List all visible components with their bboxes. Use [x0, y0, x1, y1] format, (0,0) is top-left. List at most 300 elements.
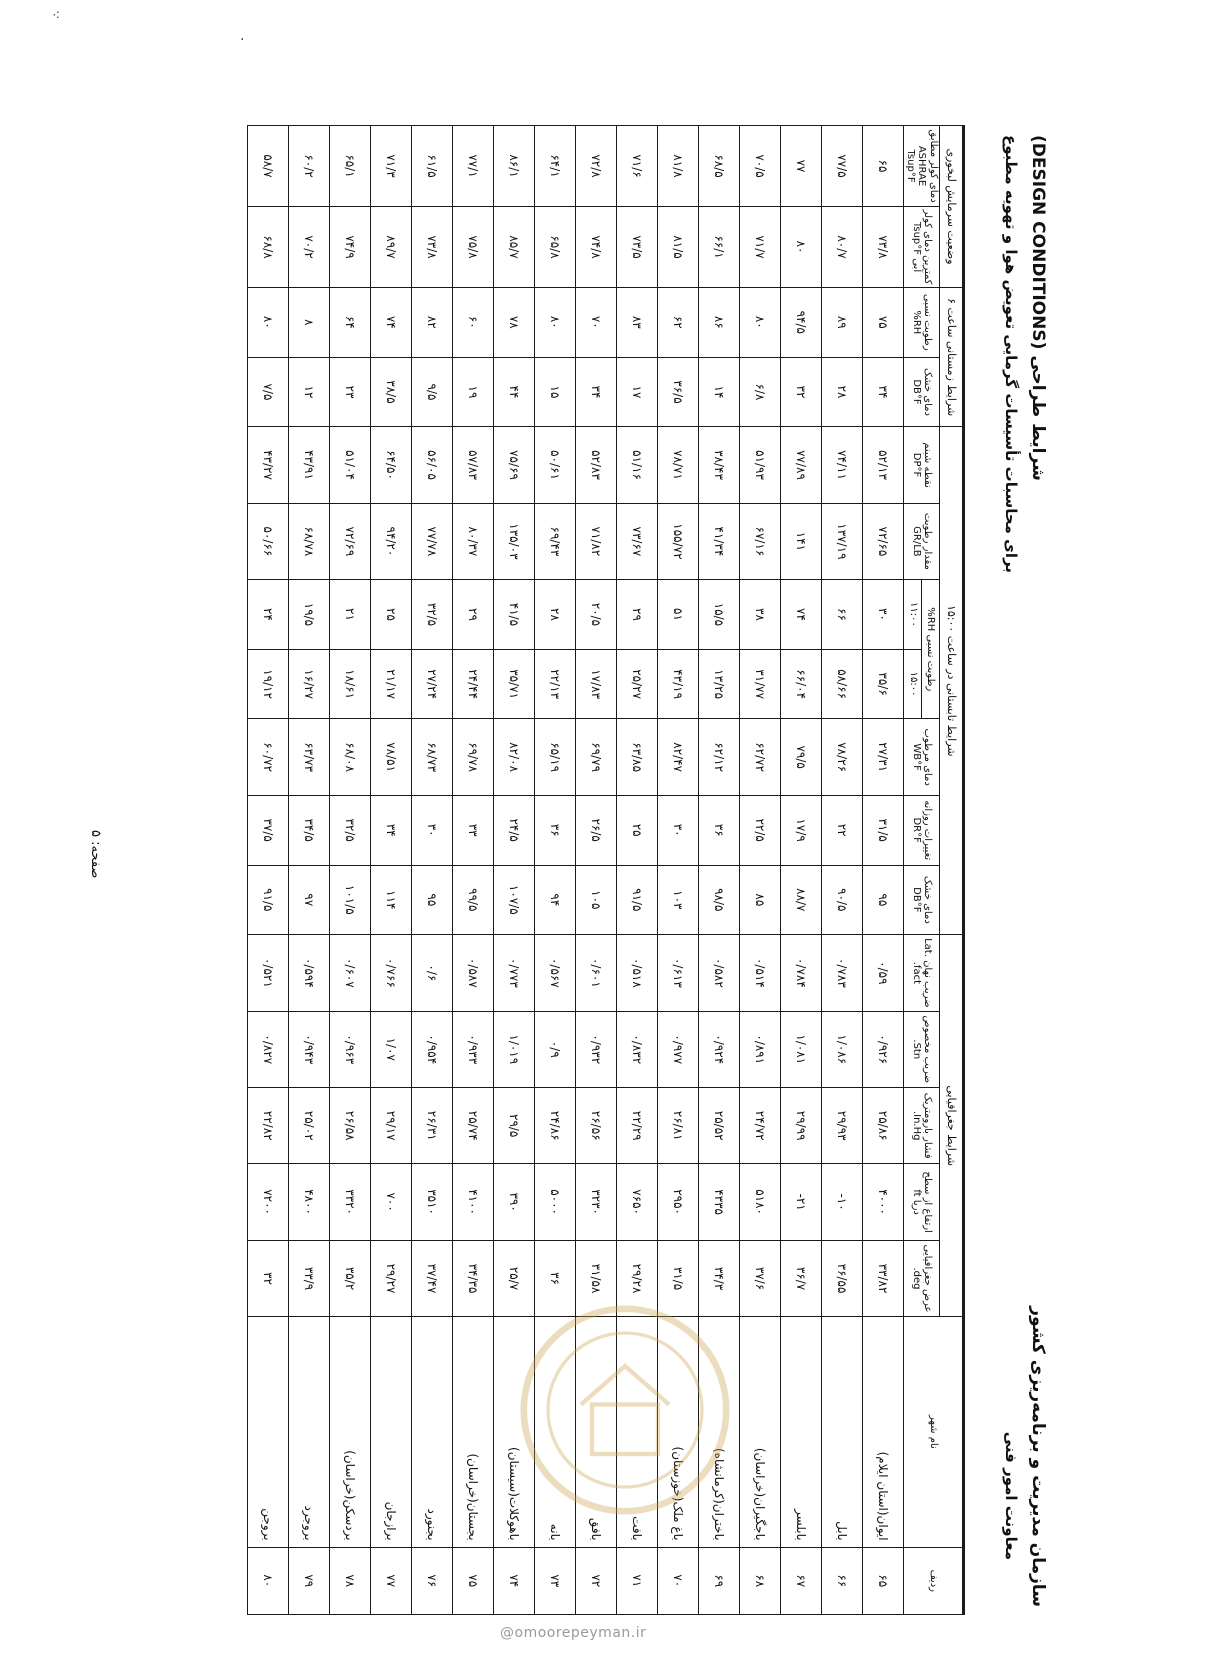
cell-n: ۷۹ [289, 1547, 330, 1614]
cell-p: ۲۶/۵۸ [330, 1088, 371, 1164]
cell-ta: ۷۵/۸ [453, 207, 494, 288]
cell-rh15: ۱۳/۲۵ [699, 649, 740, 719]
table-row [781, 126, 822, 1615]
cell-gr: ۱۴۱ [781, 503, 822, 579]
cell-ta: ۷۴/۸ [576, 207, 617, 288]
cell-gr: ۹۴/۲۰ [371, 503, 412, 579]
cell-sw: ۰/۹۶۳ [330, 1011, 371, 1087]
cell-wb: ۶۰/۷۲ [248, 719, 289, 795]
cell-p: ۲۶/۵۶ [576, 1088, 617, 1164]
cell-ta: ۸۰/۷ [822, 207, 863, 288]
cell-n: ۶۹ [699, 1547, 740, 1614]
cell-ta: ۶۵/۸ [535, 207, 576, 288]
cell-rh11: ۵۱ [658, 580, 699, 650]
cell-rh11: ۲۹ [617, 580, 658, 650]
cell-db: ۹۵ [412, 865, 453, 935]
cell-alt: ۳۲۳۰ [576, 1164, 617, 1240]
page-number: صفحه: ۵ [88, 830, 103, 879]
cell-wdb: ۱۵ [535, 357, 576, 427]
cell-lat: ۳۶/۵۵ [822, 1240, 863, 1316]
cell-ta: ۸۵/۷ [494, 207, 535, 288]
cell-wrh: ۸۰ [740, 287, 781, 357]
cell-wb: ۶۲/۷۲ [740, 719, 781, 795]
cell-p: ۲۹/۵ [494, 1088, 535, 1164]
cell-rh11: ۴۱/۵ [494, 580, 535, 650]
cell-dp: ۵۷/۸۳ [453, 427, 494, 503]
cell-dr: ۳۳ [453, 795, 494, 865]
col-specific-weight: ضریب مخصوص Stn. [904, 1011, 940, 1087]
cell-rh15: ۲۷/۲۴ [412, 649, 453, 719]
cell-dp: ۵۲/۸۳ [576, 427, 617, 503]
cell-wrh: ۷۰ [576, 287, 617, 357]
cell-dr: ۲۴/۵ [494, 795, 535, 865]
cell-dr: ۲۶/۵ [576, 795, 617, 865]
cell-ta: ۷۰/۲ [289, 207, 330, 288]
cell-p: ۲۹/۱۷ [371, 1088, 412, 1164]
cell-rh11: ۳۰ [863, 580, 904, 650]
table-row [371, 126, 412, 1615]
cell-wb: ۷۸/۵۱ [371, 719, 412, 795]
cell-tb: ۷۷/۵ [822, 126, 863, 207]
cell-wdb: ۱۷ [617, 357, 658, 427]
cell-city: بجنورد [412, 1317, 453, 1547]
table-row [330, 126, 371, 1615]
cell-gr: ۷۱/۸۲ [576, 503, 617, 579]
cell-tb: ۷۱/۳ [371, 126, 412, 207]
cell-wdb: ۶/۸ [740, 357, 781, 427]
cell-alt: ۳۵۱۰ [412, 1164, 453, 1240]
cell-n: ۶۶ [822, 1547, 863, 1614]
group-summer: شرایط تابستانی در ساعت ۱۵:۰۰ [940, 427, 964, 935]
cell-gr: ۱۵۵/۷۲ [658, 503, 699, 579]
group-winter: شرایط زمستانی ساعت ۶ [940, 287, 964, 426]
cell-rh11: ۲۱ [330, 580, 371, 650]
cell-dr: ۳۴ [371, 795, 412, 865]
cell-lat: ۳۵/۲ [330, 1240, 371, 1316]
cell-wrh: ۶۲ [658, 287, 699, 357]
cell-p: ۲۲/۲۹ [617, 1088, 658, 1164]
cell-ta: ۸۱/۵ [658, 207, 699, 288]
cell-sw: ۰/۸۹۱ [740, 1011, 781, 1087]
cell-lf: ۰/۵۸۲ [699, 935, 740, 1011]
col-pressure: فشار بارومتریک In.Hg. [904, 1088, 940, 1164]
cell-n: ۷۷ [371, 1547, 412, 1614]
cell-db: ۹۰/۵ [822, 865, 863, 935]
cell-rh15: ۱۷/۸۳ [576, 649, 617, 719]
cell-p: ۲۵/۸۶ [863, 1088, 904, 1164]
cell-rh11: ۲۰/۵ [576, 580, 617, 650]
cell-lf: ۰/۵۸۷ [453, 935, 494, 1011]
cell-n: ۸۰ [248, 1547, 289, 1614]
cell-wb: ۲۷/۳۱ [863, 719, 904, 795]
main-subtitle: برای محاسبات تأسیسات گرمایی تعویض هوا و تهویه مطبوع [1002, 135, 1020, 574]
cell-wb: ۶۹/۷۸ [453, 719, 494, 795]
cell-gr: ۷۲/۶۵ [863, 503, 904, 579]
cell-lat: ۳۳/۸۲ [863, 1240, 904, 1316]
col-heating-a: کمترین دمای کولر آبی Tsup°F [904, 207, 940, 288]
cell-alt: ۴۸۰۰ [289, 1164, 330, 1240]
cell-rh15: ۲۴/۴۴ [453, 649, 494, 719]
col-heating-b: دمای کولر مطابق ASHRAE Tsup°F [904, 126, 940, 207]
cell-gr: ۷۳/۶۷ [617, 503, 658, 579]
cell-ta: ۸۰ [781, 207, 822, 288]
cell-alt: ۴۱۰۰ [453, 1164, 494, 1240]
cell-dr: ۳۲/۵ [330, 795, 371, 865]
cell-tb: ۶۵ [863, 126, 904, 207]
cell-rh11: ۲۵ [371, 580, 412, 650]
cell-dr: ۲۵ [617, 795, 658, 865]
cell-rh11: ۱۹/۵ [289, 580, 330, 650]
cell-tb: ۸۱/۸ [658, 126, 699, 207]
cell-city: باختران(کرمانشاه) [699, 1317, 740, 1547]
col-alt: ارتفاع از سطح دریا ft [904, 1164, 940, 1240]
table-row [863, 126, 904, 1615]
table-row [822, 126, 863, 1615]
table-row [248, 126, 289, 1615]
cell-alt: ۳۳۲۰ [330, 1164, 371, 1240]
col-dew-point: نقطه شبنم DP°F [904, 427, 940, 503]
cell-lat: ۳۶ [535, 1240, 576, 1316]
cell-lat: ۲۹/۲۸ [617, 1240, 658, 1316]
cell-lat: ۳۳/۹ [289, 1240, 330, 1316]
cell-p: ۲۲/۸۲ [248, 1088, 289, 1164]
cell-wrh: ۶۰ [453, 287, 494, 357]
cell-n: ۷۲ [576, 1547, 617, 1614]
cell-rh15: ۱۸/۶۱ [330, 649, 371, 719]
cell-lat: ۲۹/۲۷ [371, 1240, 412, 1316]
cell-tb: ۷۱/۶ [617, 126, 658, 207]
cell-sw: ۰/۹۷۷ [658, 1011, 699, 1087]
cell-tb: ۶۴/۱ [535, 126, 576, 207]
cell-lat: ۳۴/۳ [699, 1240, 740, 1316]
col-wb: دمای مرطوب WB°F [904, 719, 940, 795]
cell-lf: ۰/۷۷۳ [494, 935, 535, 1011]
cell-wrh: ۷۵ [863, 287, 904, 357]
cell-ta: ۶۶/۱ [699, 207, 740, 288]
col-rh-11: ۱۱:۰۰ [904, 580, 922, 650]
cell-wb: ۶۹/۷۹ [576, 719, 617, 795]
cell-tb: ۷۷/۱ [453, 126, 494, 207]
table-row [412, 126, 453, 1615]
main-title: شرایط طراحی (DESIGN CONDITIONS) [1028, 135, 1048, 481]
table-row [453, 126, 494, 1615]
cell-city: بردسکن(خراسان) [330, 1317, 371, 1547]
cell-rh15: ۳۵/۷۱ [494, 649, 535, 719]
cell-gr: ۱۳۵/۰۳ [494, 503, 535, 579]
col-db: دمای خشک DB°F [904, 865, 940, 935]
cell-wb: ۶۳/۷۳ [289, 719, 330, 795]
cell-city: بجستان(خراسان) [453, 1317, 494, 1547]
cell-db: ۹۸/۵ [699, 865, 740, 935]
cell-alt: ۴۰۰۰ [863, 1164, 904, 1240]
cell-wrh: ۹۴/۵ [781, 287, 822, 357]
cell-lf: ۰/۶۰۱ [576, 935, 617, 1011]
cell-wb: ۶۸/۷۳ [412, 719, 453, 795]
document-header [955, 125, 1050, 1615]
cell-n: ۷۰ [658, 1547, 699, 1614]
cell-tb: ۶۱/۵ [412, 126, 453, 207]
cell-n: ۷۸ [330, 1547, 371, 1614]
cell-dr: ۳۰ [658, 795, 699, 865]
cell-db: ۱۰۱/۵ [330, 865, 371, 935]
cell-dp: ۵۲/۱۳ [863, 427, 904, 503]
cell-ta: ۸۹/۷ [371, 207, 412, 288]
cell-tb: ۵۸/۷ [248, 126, 289, 207]
cell-n: ۶۵ [863, 1547, 904, 1614]
cell-wrh: ۸۲ [412, 287, 453, 357]
cell-ta: ۶۸/۸ [248, 207, 289, 288]
cell-rh15: ۲۱/۱۷ [371, 649, 412, 719]
cell-gr: ۵۰/۶۶ [248, 503, 289, 579]
cell-p: ۲۹/۹۹ [781, 1088, 822, 1164]
col-city: نام شهر [904, 1317, 964, 1547]
cell-rh15: ۳۵/۶ [863, 649, 904, 719]
cell-rh15: ۳۱/۷۷ [740, 649, 781, 719]
cell-lf: ۰/۶۱۳ [658, 935, 699, 1011]
cell-gr: ۶۸/۷۸ [289, 503, 330, 579]
cell-wdb: ۱۹ [453, 357, 494, 427]
cell-lat: ۳۴/۳۵ [453, 1240, 494, 1316]
cell-rh11: ۶۶ [822, 580, 863, 650]
cell-wb: ۶۵/۱۹ [535, 719, 576, 795]
cell-lf: ۰/۷۸۴ [781, 935, 822, 1011]
cell-wdb: ۳۸/۵ [371, 357, 412, 427]
cell-city: بافت [617, 1317, 658, 1547]
cell-db: ۹۵ [863, 865, 904, 935]
cell-gr: ۴۱/۳۴ [699, 503, 740, 579]
cell-n: ۷۵ [453, 1547, 494, 1614]
cell-dp: ۷۵/۶۹ [494, 427, 535, 503]
cell-p: ۲۵/۵۲ [699, 1088, 740, 1164]
cell-lf: ۰/۵۹ [863, 935, 904, 1011]
cell-rh11: ۱۵/۵ [699, 580, 740, 650]
cell-p: ۲۹/۹۳ [822, 1088, 863, 1164]
cell-wb: ۸۲/۴۷ [658, 719, 699, 795]
col-latent-factor: ضریب نهان Lat. fact. [904, 935, 940, 1011]
cell-tb: ۷۲/۸ [576, 126, 617, 207]
cell-alt: ۷۲۰۰ [248, 1164, 289, 1240]
cell-dp: ۶۴/۵۰ [371, 427, 412, 503]
cell-tb: ۸۶/۱ [494, 126, 535, 207]
cell-dp: ۵۱/۰۴ [330, 427, 371, 503]
col-moisture: مقدار رطوبت GR/LB [904, 503, 940, 579]
cell-lf: ۰/۵۹۴ [289, 935, 330, 1011]
cell-wb: ۷۹/۵ [781, 719, 822, 795]
watermark-seal [515, 1300, 735, 1520]
col-winter-db: دمای خشک DB°F [904, 357, 940, 427]
cell-wb: ۶۲/۱۲ [699, 719, 740, 795]
cell-city: باغ ملک(خوزستان) [658, 1317, 699, 1547]
cell-lat: ۳۱/۵ [658, 1240, 699, 1316]
cell-lf: ۰/۶۰۷ [330, 935, 371, 1011]
cell-p: ۲۴/۸۶ [535, 1088, 576, 1164]
cell-city: باجگیران(خراسان) [740, 1317, 781, 1547]
scan-speck: ⁖ [52, 8, 61, 24]
cell-dp: ۵۶/۰۵ [412, 427, 453, 503]
cell-rh15: ۲۵/۲۷ [617, 649, 658, 719]
cell-lat: ۲۵/۷ [494, 1240, 535, 1316]
cell-tb: ۶۵/۱ [330, 126, 371, 207]
cell-alt: ۳۹۰ [494, 1164, 535, 1240]
cell-tb: ۷۰/۵ [740, 126, 781, 207]
cell-lat: ۳۱/۵۸ [576, 1240, 617, 1316]
cell-city: ایوان(استان ایلام) [863, 1317, 904, 1547]
cell-wb: ۸۲/۰۸ [494, 719, 535, 795]
col-lat: عرض جغرافیایی deg. [904, 1240, 940, 1316]
cell-alt: ۲۱- [781, 1164, 822, 1240]
cell-dp: ۷۸/۷۱ [658, 427, 699, 503]
cell-wdb: ۳۴ [576, 357, 617, 427]
cell-dr: ۳۷/۵ [248, 795, 289, 865]
col-rh-15: ۱۵:۰۰ [904, 649, 922, 719]
cell-city: بابل [822, 1317, 863, 1547]
col-rh-group: رطوبت نسبی RH% [922, 580, 940, 719]
cell-n: ۶۸ [740, 1547, 781, 1614]
cell-wdb: ۳۶/۵ [658, 357, 699, 427]
cell-sw: ۰/۹۳۲ [576, 1011, 617, 1087]
cell-wb: ۶۳/۸۵ [617, 719, 658, 795]
cell-wrh: ۸۹ [822, 287, 863, 357]
cell-p: ۲۶/۳۱ [412, 1088, 453, 1164]
cell-wb: ۶۸/۰۸ [330, 719, 371, 795]
cell-tb: ۶۰/۲ [289, 126, 330, 207]
cell-alt: ۵۱۸۰ [740, 1164, 781, 1240]
cell-db: ۱۰۵ [576, 865, 617, 935]
cell-dr: ۳۴/۵ [289, 795, 330, 865]
cell-dp: ۷۷/۸۹ [781, 427, 822, 503]
cell-alt: ۲۹۵۰ [658, 1164, 699, 1240]
cell-db: ۹۴ [535, 865, 576, 935]
cell-rh11: ۲۹ [453, 580, 494, 650]
cell-rh15: ۱۶/۲۷ [289, 649, 330, 719]
cell-lf: ۰/۶ [412, 935, 453, 1011]
cell-p: ۲۴/۷۲ [740, 1088, 781, 1164]
cell-p: ۲۵/۰۲ [289, 1088, 330, 1164]
cell-rh11: ۳۲/۵ [412, 580, 453, 650]
cell-dp: ۵۰/۶۱ [535, 427, 576, 503]
cell-tb: ۷۷ [781, 126, 822, 207]
cell-sw: ۱/۰۸۶ [822, 1011, 863, 1087]
cell-dr: ۳۰ [412, 795, 453, 865]
cell-lat: ۳۶/۷ [781, 1240, 822, 1316]
cell-dp: ۴۳/۲۷ [248, 427, 289, 503]
cell-wrh: ۸۶ [699, 287, 740, 357]
cell-city: بابلسر [781, 1317, 822, 1547]
cell-wrh: ۸۰ [248, 287, 289, 357]
cell-gr: ۸۰/۳۷ [453, 503, 494, 579]
cell-wrh: ۸۰ [535, 287, 576, 357]
cell-alt: ۷۰۰ [371, 1164, 412, 1240]
cell-sw: ۰/۸۲۷ [248, 1011, 289, 1087]
cell-dr: ۳۱/۵ [863, 795, 904, 865]
cell-sw: ۰/۹۲۴ [699, 1011, 740, 1087]
cell-db: ۱۰۷/۵ [494, 865, 535, 935]
cell-lf: ۰/۷۸۳ [822, 935, 863, 1011]
cell-dp: ۵۱/۹۳ [740, 427, 781, 503]
cell-ta: ۷۳/۸ [412, 207, 453, 288]
cell-wrh: ۷۸ [494, 287, 535, 357]
cell-sw: ۰/۹۵۴ [412, 1011, 453, 1087]
cell-wdb: ۱۴ [699, 357, 740, 427]
cell-sw: ۰/۹۲۶ [863, 1011, 904, 1087]
cell-db: ۱۰۳ [658, 865, 699, 935]
cell-city: بافق [576, 1317, 617, 1547]
cell-ta: ۷۳/۵ [617, 207, 658, 288]
cell-wdb: ۱۲ [289, 357, 330, 427]
cell-wrh: ۸ [289, 287, 330, 357]
cell-lf: ۰/۵۱۸ [617, 935, 658, 1011]
cell-wdb: ۹/۵ [412, 357, 453, 427]
cell-lf: ۰/۵۱۴ [740, 935, 781, 1011]
cell-wdb: ۳۴ [863, 357, 904, 427]
cell-db: ۹۹/۵ [453, 865, 494, 935]
cell-rh11: ۳۸ [740, 580, 781, 650]
cell-gr: ۶۹/۴۳ [535, 503, 576, 579]
cell-rh15: ۲۲/۱۳ [535, 649, 576, 719]
cell-dr: ۳۶ [535, 795, 576, 865]
cell-alt: ۵۰۰۰ [535, 1164, 576, 1240]
cell-ta: ۷۴/۹ [330, 207, 371, 288]
cell-n: ۷۳ [535, 1547, 576, 1614]
cell-city: برازجان [371, 1317, 412, 1547]
cell-gr: ۷۷/۷۸ [412, 503, 453, 579]
cell-dp: ۳۸/۴۳ [699, 427, 740, 503]
cell-db: ۹۱/۵ [617, 865, 658, 935]
cell-gr: ۷۲/۶۹ [330, 503, 371, 579]
col-row: ردیف [904, 1547, 964, 1614]
table-row [740, 126, 781, 1615]
cell-rh15: ۱۹/۱۲ [248, 649, 289, 719]
cell-tb: ۶۸/۵ [699, 126, 740, 207]
cell-wdb: ۲۳ [330, 357, 371, 427]
cell-n: ۶۷ [781, 1547, 822, 1614]
cell-wdb: ۷/۵ [248, 357, 289, 427]
org-subtitle: معاونت امور فنی [1002, 1431, 1020, 1560]
cell-wrh: ۸۳ [617, 287, 658, 357]
cell-dp: ۷۴/۱۱ [822, 427, 863, 503]
cell-dr: ۲۲/۵ [740, 795, 781, 865]
cell-db: ۸۸/۷ [781, 865, 822, 935]
cell-alt: ۱۰- [822, 1164, 863, 1240]
cell-rh15: ۶۶/۰۴ [781, 649, 822, 719]
col-winter-rh: رطوبت نسبی RH% [904, 287, 940, 357]
org-title: سازمان مدیریت و برنامه‌ریزی کشور [1028, 1306, 1048, 1607]
cell-city: باهوکلات(سیستان) [494, 1317, 535, 1547]
cell-alt: ۴۳۳۵ [699, 1164, 740, 1240]
cell-wrh: ۷۴ [371, 287, 412, 357]
cell-city: بانه [535, 1317, 576, 1547]
cell-sw: ۰/۹ [535, 1011, 576, 1087]
cell-db: ۹۷ [289, 865, 330, 935]
cell-lf: ۰/۵۲۱ [248, 935, 289, 1011]
cell-dr: ۲۲ [822, 795, 863, 865]
cell-sw: ۱/۰۱۹ [494, 1011, 535, 1087]
cell-ta: ۷۱/۷ [740, 207, 781, 288]
cell-gr: ۱۳۷/۱۹ [822, 503, 863, 579]
cell-db: ۱۱۴ [371, 865, 412, 935]
cell-city: بروجرد [289, 1317, 330, 1547]
cell-gr: ۶۷/۱۶ [740, 503, 781, 579]
cell-rh11: ۲۸ [535, 580, 576, 650]
group-heating: وضعیت سرمایش لبخوری [940, 126, 964, 288]
cell-n: ۷۱ [617, 1547, 658, 1614]
cell-dp: ۴۳/۹۱ [289, 427, 330, 503]
cell-dr: ۱۷/۹ [781, 795, 822, 865]
cell-rh11: ۷۴ [781, 580, 822, 650]
cell-n: ۷۶ [412, 1547, 453, 1614]
cell-city: بروجن [248, 1317, 289, 1547]
table-row [289, 126, 330, 1615]
